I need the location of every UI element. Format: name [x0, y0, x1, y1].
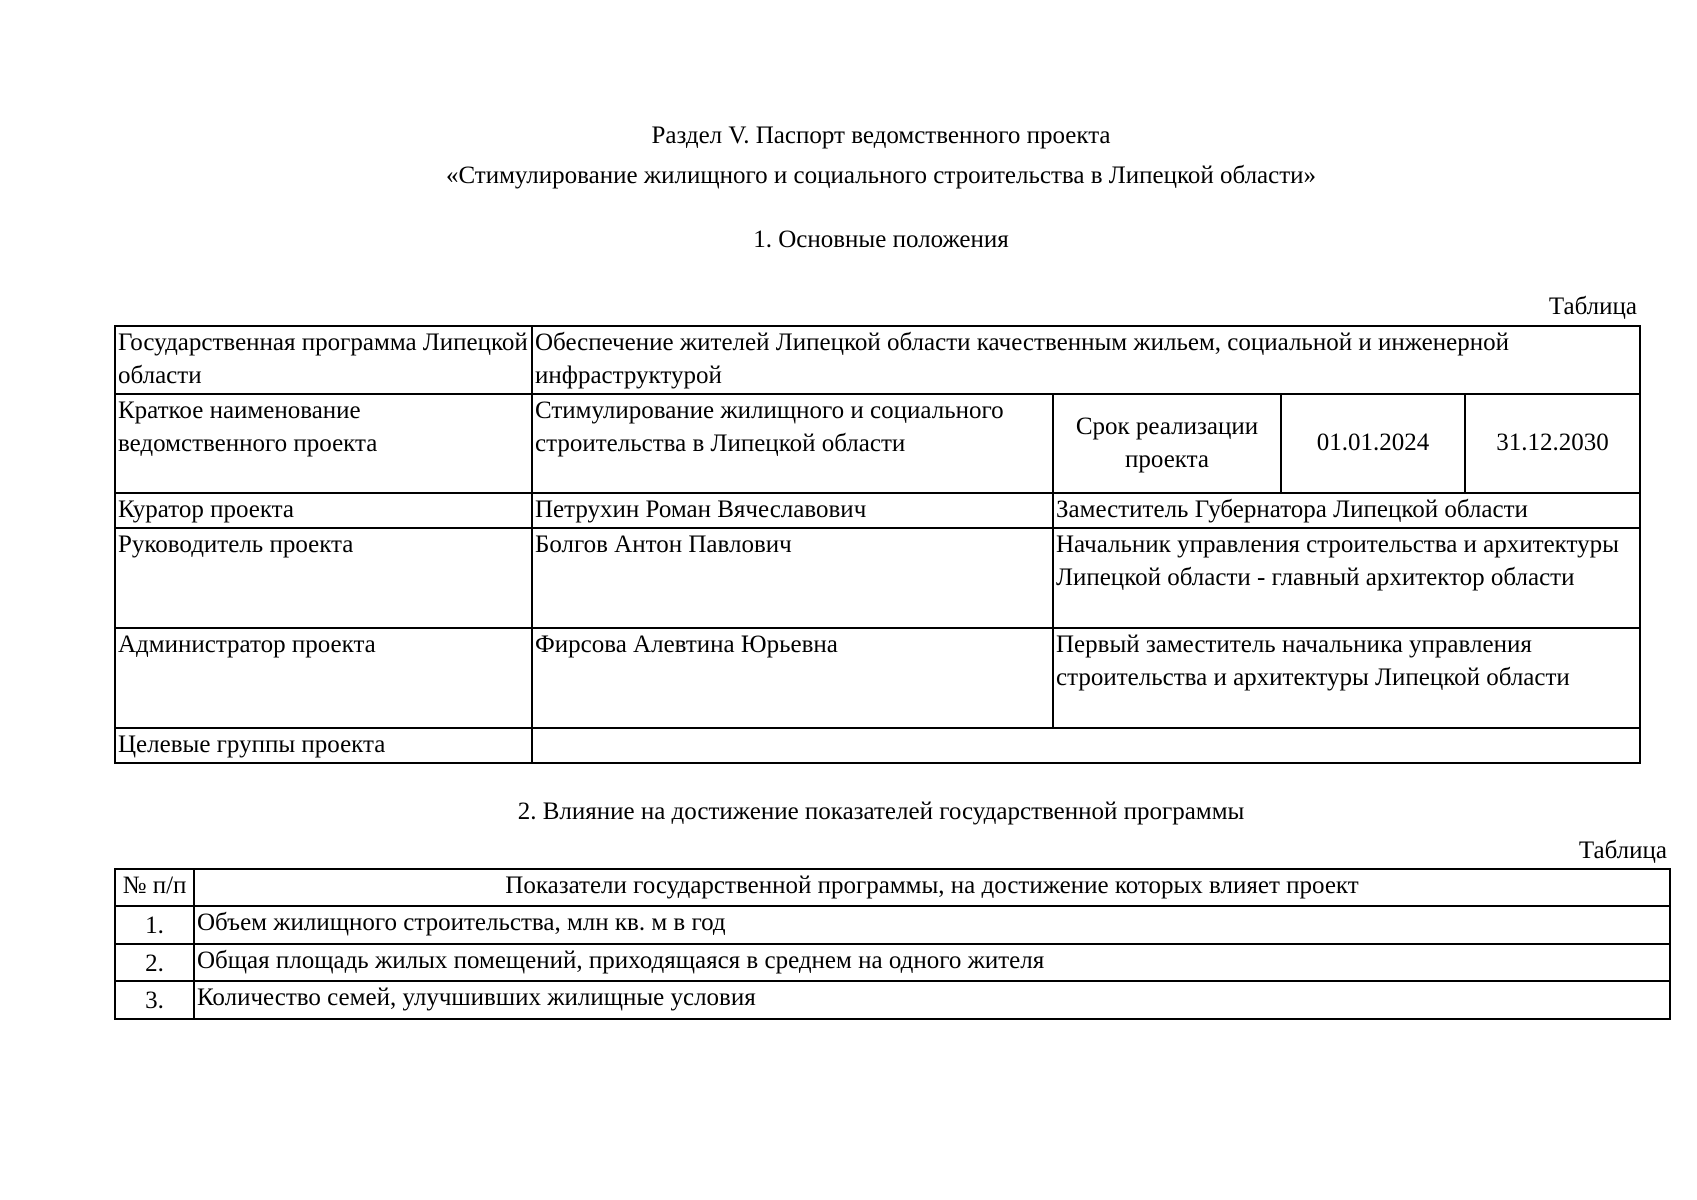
term-end-date: 31.12.2030 — [1465, 394, 1640, 493]
short-name-value: Стимулирование жилищного и социального строительства в Липецкой области — [532, 394, 1053, 493]
curator-name: Петрухин Роман Вячеславович — [532, 493, 1053, 528]
col-num-header: № п/п — [115, 869, 194, 906]
curator-label: Куратор проекта — [115, 493, 532, 528]
admin-label: Администратор проекта — [115, 628, 532, 728]
program-value: Обеспечение жителей Липецкой области качественным жильем, социальной и инженерной инфраструктурой — [532, 326, 1640, 394]
basic-provisions-table — [114, 325, 1641, 764]
curator-position: Заместитель Губернатора Липецкой области — [1053, 493, 1640, 528]
indicators-header-row — [115, 869, 1670, 906]
admin-name: Фирсова Алевтина Юрьевна — [532, 628, 1053, 728]
target-groups-value — [532, 728, 1640, 763]
section-title: Раздел V. Паспорт ведомственного проекта — [651, 122, 1111, 149]
indicator-text: Объем жилищного строительства, млн кв. м в год — [194, 906, 1670, 944]
subsection-1-title: 1. Основные положения — [753, 226, 1009, 253]
subsection-2-title: 2. Влияние на достижение показателей государственной программы — [517, 798, 1245, 825]
short-name-row — [115, 394, 1640, 493]
row-number: 2. — [115, 944, 194, 982]
table-2-caption: Таблица — [1578, 837, 1667, 864]
term-label: Срок реализации проекта — [1053, 394, 1281, 493]
head-label: Руководитель проекта — [115, 528, 532, 628]
row-number: 3. — [115, 981, 194, 1019]
indicator-text: Количество семей, улучшивших жилищные условия — [194, 981, 1670, 1019]
indicators-table — [114, 868, 1671, 1020]
head-name: Болгов Антон Павлович — [532, 528, 1053, 628]
col-indicator-header: Показатели государственной программы, на достижение которых влияет проект — [194, 869, 1670, 906]
target-groups-row — [115, 728, 1640, 763]
target-groups-label: Целевые группы проекта — [115, 728, 532, 763]
program-row — [115, 326, 1640, 394]
table-row — [115, 906, 1670, 944]
term-start-date: 01.01.2024 — [1281, 394, 1465, 493]
short-name-label: Краткое наименование ведомственного проекта — [115, 394, 532, 493]
indicator-text: Общая площадь жилых помещений, приходящаяся в среднем на одного жителя — [194, 944, 1670, 982]
table-row — [115, 981, 1670, 1019]
program-label: Государственная программа Липецкой области — [115, 326, 532, 394]
admin-position: Первый заместитель начальника управления строительства и архитектуры Липецкой области — [1053, 628, 1640, 728]
project-title: «Стимулирование жилищного и социального строительства в Липецкой области» — [445, 162, 1317, 189]
table-row — [115, 944, 1670, 982]
curator-row — [115, 493, 1640, 528]
head-row — [115, 528, 1640, 628]
row-number: 1. — [115, 906, 194, 944]
admin-row — [115, 628, 1640, 728]
table-1-caption: Таблица — [1548, 293, 1637, 320]
head-position: Начальник управления строительства и архитектуры Липецкой области - главный архитектор области — [1053, 528, 1640, 628]
